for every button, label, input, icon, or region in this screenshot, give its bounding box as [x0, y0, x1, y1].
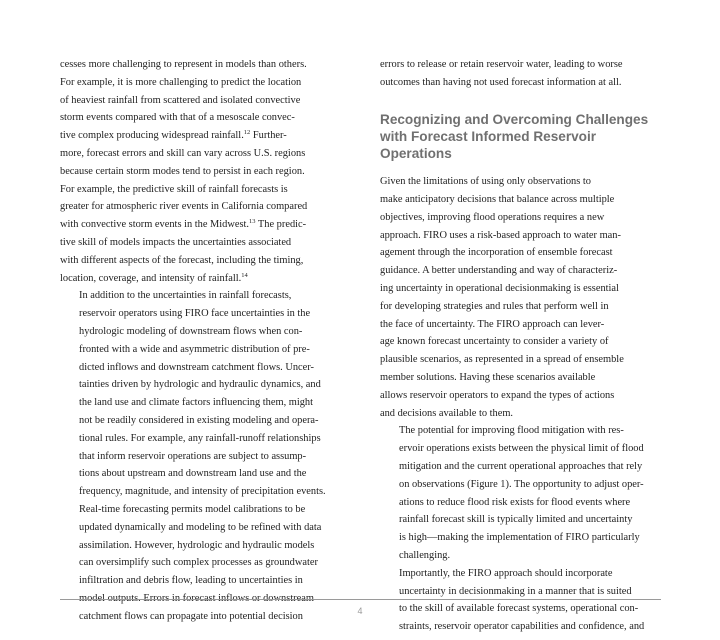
right-paragraph-1 [380, 173, 660, 422]
text-line: objectives, improving flood operations requires a new [380, 211, 605, 223]
text-line: updated dynamically and modeling to be refined with data [79, 521, 322, 533]
text-line: ervoir operations exists between the physical limit of flood [399, 443, 644, 455]
text-line [60, 270, 342, 288]
text-line [60, 216, 342, 234]
text-line: on observations (Figure 1). The opportunity to adjust oper- [399, 478, 644, 490]
text-line: ations to reduce flood risk exists for flood events where [399, 496, 631, 508]
left-paragraph-1 [60, 56, 342, 287]
text-line: allows reservoir operators to expand the types of actions [380, 389, 615, 401]
text-line: fronted with a wide and asymmetric distribution of pre- [79, 343, 310, 355]
page-number: 4 [357, 606, 363, 616]
right-paragraph-2 [380, 422, 660, 564]
text-line: Given the limitations of using only observations to [380, 176, 591, 188]
text-line: storm events compared with that of a mesoscale convec- [60, 112, 295, 124]
text-line: and decisions available to them. [380, 407, 514, 419]
section-heading [380, 111, 660, 163]
text-line: dicted inflows and downstream catchment flows. Uncer- [79, 361, 314, 373]
text-line: is high—making the implementation of FIRO particularly [399, 532, 640, 544]
text-line: catchment flows can propagate into potential decision [79, 610, 303, 622]
heading-line: Operations [380, 146, 452, 161]
text-line: For example, the predictive skill of rainfall forecasts is [60, 183, 288, 195]
footnote-reference: 12 [243, 129, 251, 137]
text-line: not be readily considered in existing modeling and opera- [79, 414, 319, 426]
text-line: cesses more challenging to represent in models than others. [60, 59, 307, 70]
text-line: make anticipatory decisions that balance across multiple [380, 194, 615, 205]
footnote-reference: 13 [249, 218, 256, 226]
text-line: of heaviest rainfall from scattered and isolated convective [60, 94, 301, 106]
text-line: frequency, magnitude, and intensity of precipitation events. [79, 486, 326, 498]
text-line: uncertainty in decisionmaking in a manner that is suited [399, 585, 632, 597]
text-line: errors to release or retain reservoir water, leading to worse [380, 59, 623, 70]
text-line: For example, it is more challenging to predict the location [60, 76, 302, 88]
text-line: with different aspects of the forecast, including the timing, [60, 254, 304, 266]
text-line: Importantly, the FIRO approach should incorporate [399, 567, 613, 579]
text-line: for developing strategies and rules that perform well in [380, 300, 609, 312]
text-line: mitigation and the current operational approaches that rely [399, 460, 643, 472]
text-segment: Further- [250, 130, 287, 142]
text-segment: The predic- [255, 219, 307, 231]
text-line: tional rules. For example, any rainfall-runoff relationships [79, 432, 321, 444]
text-line: that inform reservoir operations are subject to assump- [79, 450, 307, 462]
text-line: to the skill of available forecast systems, operational con- [399, 603, 639, 615]
text-line: ing uncertainty in operational decisionmaking is essential [380, 282, 619, 294]
text-line: The potential for improving flood mitigation with res- [399, 425, 624, 437]
text-segment: with convective storm events in the Midwest. [60, 219, 250, 231]
text-line: approach. FIRO uses a risk-based approach to water man- [380, 229, 621, 241]
left-paragraph-2 [60, 287, 342, 625]
text-line: tive skill of models impacts the uncertainties associated [60, 236, 292, 248]
heading-line: with Forecast Informed Reservoir [380, 128, 597, 144]
text-line: agement through the incorporation of ensemble forecast [380, 247, 613, 259]
right-intro-paragraph [380, 56, 660, 92]
text-line: the face of uncertainty. The FIRO approach can lever- [380, 318, 605, 330]
footer-divider [60, 599, 661, 600]
text-line: the land use and climate factors influencing them, might [79, 397, 314, 409]
text-line: rainfall forecast skill is typically limited and uncertainty [399, 514, 633, 526]
text-line: tions about upstream and downstream land use and the [79, 468, 307, 480]
text-line: challenging. [399, 549, 451, 561]
left-column [60, 56, 342, 626]
text-line: Real-time forecasting permits model calibrations to be [79, 503, 306, 515]
text-segment: tive complex producing widespread rainfall. [60, 130, 244, 142]
text-line: tainties driven by hydrologic and hydraulic dynamics, and [79, 379, 321, 391]
text-line: plausible scenarios, as represented in a spread of ensemble [380, 354, 624, 366]
text-line: model outputs. Errors in forecast inflows or downstream [79, 592, 314, 604]
right-column [380, 56, 660, 636]
text-line: hydrologic modeling of downstream flows when con- [79, 325, 303, 337]
text-line: assimilation. However, hydrologic and hydraulic models [79, 539, 315, 551]
text-line: infiltration and debris flow, leading to uncertainties in [79, 575, 303, 587]
text-segment: location, coverage, and intensity of rainfall. [60, 272, 242, 284]
footnote-reference: 14 [241, 271, 248, 279]
text-line [60, 127, 342, 145]
text-line: outcomes than having not used forecast information at all. [380, 76, 622, 88]
text-line: straints, reservoir operator capabilities and confidence, and [399, 621, 645, 633]
text-line: In addition to the uncertainties in rainfall forecasts, [79, 290, 292, 302]
text-line: because certain storm modes tend to persist in each region. [60, 165, 305, 177]
text-line: more, forecast errors and skill can vary across U.S. regions [60, 147, 306, 159]
text-line: reservoir operators using FIRO face uncertainties in the [79, 308, 311, 320]
text-line: can oversimplify such complex processes as groundwater [79, 557, 318, 569]
heading-line: Recognizing and Overcoming Challenges [380, 111, 649, 127]
text-line: guidance. A better understanding and way of characteriz- [380, 265, 618, 277]
text-line: member solutions. Having these scenarios available [380, 371, 596, 383]
right-paragraph-3 [380, 565, 660, 636]
text-line: greater for atmospheric river events in California compared [60, 201, 308, 213]
text-line: age known forecast uncertainty to consider a variety of [380, 336, 609, 348]
